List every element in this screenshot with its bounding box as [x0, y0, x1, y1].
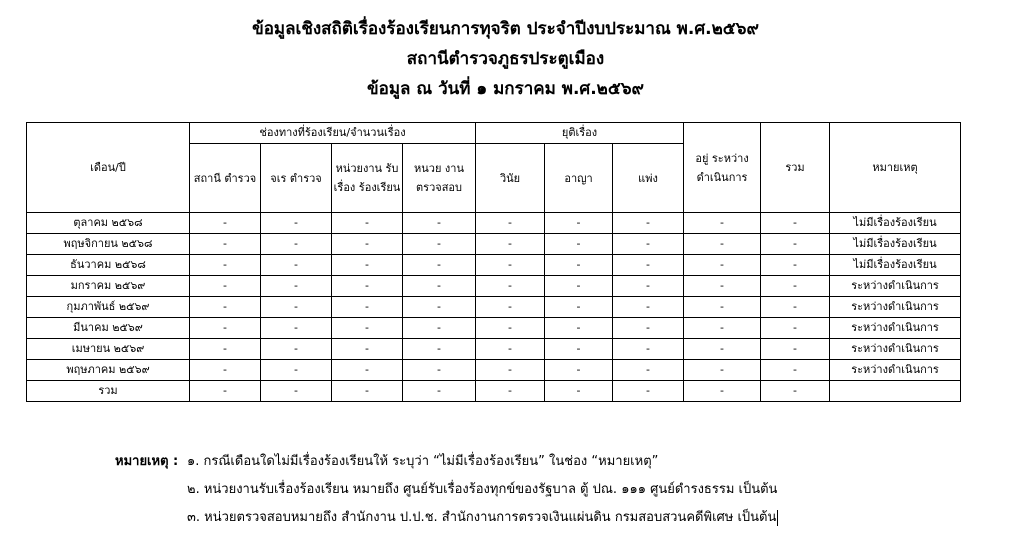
header-station: สถานี ตำรวจ: [190, 144, 261, 213]
table-row-total: [27, 381, 961, 402]
value-cell: -: [761, 297, 830, 318]
value-cell: -: [684, 276, 761, 297]
header-remark: หมายเหตุ: [830, 123, 961, 213]
title-line-1: ข้อมูลเชิงสถิติเรื่องร้องเรียนการทุจริต ประจำปีงบประมาณ พ.ศ.๒๕๖๙: [252, 19, 759, 39]
note-item: ๑. กรณีเดือนใดไม่มีเรื่องร้องเรียนให้ ระบุว่า “ไม่มีเรื่องร้องเรียน” ในช่อง “หมายเหตุ”: [187, 454, 659, 469]
value-cell: -: [761, 276, 830, 297]
value-cell: -: [545, 297, 613, 318]
value-cell: -: [332, 213, 403, 234]
value-cell: -: [403, 255, 476, 276]
value-cell: -: [684, 339, 761, 360]
value-cell: -: [403, 213, 476, 234]
table-row: [27, 213, 961, 234]
value-cell: -: [684, 360, 761, 381]
table-row: [27, 276, 961, 297]
header-police-inspector: จเร ตำรวจ: [261, 144, 332, 213]
header-audit-agency: หนวย งาน ตรวจสอบ: [403, 144, 476, 213]
value-cell: -: [613, 318, 684, 339]
table-row: [27, 234, 961, 255]
value-cell: -: [613, 381, 684, 402]
value-cell: -: [545, 276, 613, 297]
note-row: [115, 504, 778, 532]
table-row: [27, 360, 961, 381]
value-cell: -: [761, 213, 830, 234]
month-cell: มีนาคม ๒๕๖๙: [27, 318, 190, 339]
month-cell: พฤษจิกายน ๒๕๖๘: [27, 234, 190, 255]
value-cell: -: [190, 339, 261, 360]
value-cell: -: [613, 297, 684, 318]
value-cell: -: [761, 318, 830, 339]
value-cell: -: [332, 339, 403, 360]
value-cell: -: [545, 234, 613, 255]
note-row: [115, 476, 778, 504]
value-cell: -: [261, 255, 332, 276]
header-channels: ช่องทางที่ร้องเรียน/จำนวนเรื่อง: [190, 123, 476, 144]
total-label-cell: รวม: [27, 381, 190, 402]
header-discipline: วินัย: [476, 144, 545, 213]
value-cell: -: [684, 213, 761, 234]
value-cell: -: [190, 213, 261, 234]
remark-cell: [830, 381, 961, 402]
value-cell: -: [261, 318, 332, 339]
value-cell: -: [476, 234, 545, 255]
value-cell: -: [761, 234, 830, 255]
header-pending: อยู่ ระหว่าง ดำเนินการ: [684, 123, 761, 213]
value-cell: -: [261, 381, 332, 402]
value-cell: -: [261, 234, 332, 255]
value-cell: -: [545, 255, 613, 276]
value-cell: -: [332, 297, 403, 318]
header-resolved: ยุติเรื่อง: [476, 123, 684, 144]
value-cell: -: [613, 213, 684, 234]
notes-section: [115, 448, 778, 532]
value-cell: -: [684, 255, 761, 276]
header-criminal: อาญา: [545, 144, 613, 213]
value-cell: -: [684, 318, 761, 339]
month-cell: เมษายน ๒๕๖๙: [27, 339, 190, 360]
value-cell: -: [403, 360, 476, 381]
title-line-3: ข้อมูล ณ วันที่ ๑ มกราคม พ.ศ.๒๕๖๙: [367, 79, 644, 99]
value-cell: -: [613, 339, 684, 360]
value-cell: -: [684, 234, 761, 255]
value-cell: -: [190, 360, 261, 381]
value-cell: -: [476, 381, 545, 402]
value-cell: -: [613, 276, 684, 297]
value-cell: -: [261, 276, 332, 297]
table-row: [27, 297, 961, 318]
value-cell: -: [684, 381, 761, 402]
value-cell: -: [684, 297, 761, 318]
value-cell: -: [613, 255, 684, 276]
value-cell: -: [261, 339, 332, 360]
value-cell: -: [761, 255, 830, 276]
value-cell: -: [545, 339, 613, 360]
value-cell: -: [332, 381, 403, 402]
header-month: เดือน/ปี: [27, 123, 190, 213]
value-cell: -: [332, 276, 403, 297]
value-cell: -: [476, 339, 545, 360]
header-total: รวม: [761, 123, 830, 213]
value-cell: -: [403, 276, 476, 297]
month-cell: ตุลาคม ๒๕๖๘: [27, 213, 190, 234]
title-line-2: สถานีตำรวจภูธรประตูเมือง: [406, 49, 605, 69]
value-cell: -: [545, 213, 613, 234]
value-cell: -: [190, 297, 261, 318]
value-cell: -: [261, 297, 332, 318]
remark-cell: ระหว่างดำเนินการ: [830, 360, 961, 381]
note-row: [115, 448, 778, 476]
remark-cell: ระหว่างดำเนินการ: [830, 318, 961, 339]
value-cell: -: [476, 318, 545, 339]
value-cell: -: [261, 213, 332, 234]
month-cell: พฤษภาคม ๒๕๖๙: [27, 360, 190, 381]
value-cell: -: [545, 318, 613, 339]
value-cell: -: [190, 234, 261, 255]
value-cell: -: [190, 276, 261, 297]
value-cell: -: [403, 381, 476, 402]
value-cell: -: [403, 318, 476, 339]
value-cell: -: [261, 360, 332, 381]
value-cell: -: [332, 318, 403, 339]
remark-cell: ไม่มีเรื่องร้องเรียน: [830, 255, 961, 276]
header-civil: แพ่ง: [613, 144, 684, 213]
remark-cell: ไม่มีเรื่องร้องเรียน: [830, 234, 961, 255]
remark-cell: ไม่มีเรื่องร้องเรียน: [830, 213, 961, 234]
table-row: [27, 339, 961, 360]
value-cell: -: [332, 234, 403, 255]
table-row: [27, 318, 961, 339]
notes-label: หมายเหตุ :: [115, 454, 179, 469]
value-cell: -: [332, 255, 403, 276]
month-cell: กุมภาพันธ์ ๒๕๖๙: [27, 297, 190, 318]
month-cell: ธันวาคม ๒๕๖๘: [27, 255, 190, 276]
value-cell: -: [545, 360, 613, 381]
complaint-statistics-table: [26, 122, 961, 402]
value-cell: -: [332, 360, 403, 381]
value-cell: -: [403, 234, 476, 255]
value-cell: -: [476, 297, 545, 318]
value-cell: -: [613, 234, 684, 255]
remark-cell: ระหว่างดำเนินการ: [830, 339, 961, 360]
remark-cell: ระหว่างดำเนินการ: [830, 276, 961, 297]
value-cell: -: [190, 381, 261, 402]
value-cell: -: [613, 360, 684, 381]
month-cell: มกราคม ๒๕๖๙: [27, 276, 190, 297]
header-receiving-agency: หน่วยงาน รับเรื่อง ร้องเรียน: [332, 144, 403, 213]
remark-cell: ระหว่างดำเนินการ: [830, 297, 961, 318]
document-title-block: [0, 14, 1011, 104]
note-item: ๓. หน่วยตรวจสอบหมายถึง สำนักงาน ป.ป.ช. สำนักงานการตรวจเงินแผ่นดิน กรมสอบสวนคดีพิเศษ เป็นต้น: [187, 510, 777, 525]
value-cell: -: [545, 381, 613, 402]
value-cell: -: [403, 339, 476, 360]
text-cursor: [777, 510, 778, 526]
value-cell: -: [476, 276, 545, 297]
value-cell: -: [476, 213, 545, 234]
value-cell: -: [190, 318, 261, 339]
value-cell: -: [403, 297, 476, 318]
value-cell: -: [761, 360, 830, 381]
table-row: [27, 255, 961, 276]
value-cell: -: [190, 255, 261, 276]
note-item: ๒. หน่วยงานรับเรื่องร้องเรียน หมายถึง ศูนย์รับเรื่องร้องทุกข์ของรัฐบาล ตู้ ปณ. ๑๑๑ ศูนย์ดำรงธรรม เป็นต้น: [187, 482, 778, 497]
value-cell: -: [761, 381, 830, 402]
value-cell: -: [476, 255, 545, 276]
value-cell: -: [761, 339, 830, 360]
value-cell: -: [476, 360, 545, 381]
